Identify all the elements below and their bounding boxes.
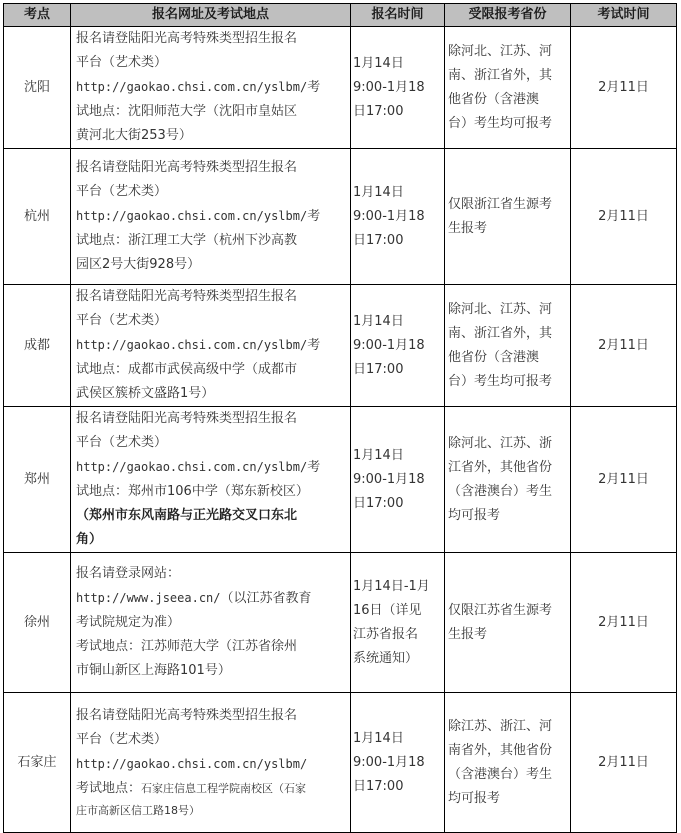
exam-date: 2月11日 bbox=[571, 149, 677, 285]
site-name: 杭州 bbox=[4, 149, 71, 285]
registration-url[interactable]: http://gaokao.chsi.com.cn/yslbm/ bbox=[76, 460, 308, 474]
registration-time: 1月14日-1月 16日（详见 江苏省报名 系统通知） bbox=[351, 553, 445, 693]
site-name: 沈阳 bbox=[4, 27, 71, 149]
site-name: 徐州 bbox=[4, 553, 71, 693]
table-row bbox=[4, 27, 677, 149]
registration-info: 报名请登陆阳光高考特殊类型招生报名 平台（艺术类） http://gaokao.chsi.com.cn/yslbm/考 试地点：成都市武侯高级中学（成都市 武侯区簇桥文盛路1号） bbox=[71, 285, 351, 407]
registration-url[interactable]: http://gaokao.chsi.com.cn/yslbm/ bbox=[76, 338, 308, 352]
header-exam-time: 考试时间 bbox=[571, 4, 677, 27]
restricted-provinces: 仅限江苏省生源考 生报考 bbox=[445, 553, 571, 693]
registration-url[interactable]: http://www.jseea.cn/ bbox=[76, 591, 221, 605]
registration-time: 1月14日 9:00-1月18 日17:00 bbox=[351, 407, 445, 553]
registration-info: 报名请登陆阳光高考特殊类型招生报名 平台（艺术类） http://gaokao.chsi.com.cn/yslbm/考 试地点：郑州市106中学（郑东新校区） （郑州市东风南路与正光路交叉口东北 角） bbox=[71, 407, 351, 553]
exam-date: 2月11日 bbox=[571, 693, 677, 833]
registration-url[interactable]: http://gaokao.chsi.com.cn/yslbm/ bbox=[76, 80, 308, 94]
registration-time: 1月14日 9:00-1月18 日17:00 bbox=[351, 285, 445, 407]
header-registration-info: 报名网址及考试地点 bbox=[71, 4, 351, 27]
registration-time: 1月14日 9:00-1月18 日17:00 bbox=[351, 27, 445, 149]
exam-date: 2月11日 bbox=[571, 27, 677, 149]
site-name: 成都 bbox=[4, 285, 71, 407]
restricted-provinces: 除江苏、浙江、河 南省外，其他省份 （含港澳台）考生 均可报考 bbox=[445, 693, 571, 833]
table-row bbox=[4, 149, 677, 285]
registration-time: 1月14日 9:00-1月18 日17:00 bbox=[351, 693, 445, 833]
registration-url[interactable]: http://gaokao.chsi.com.cn/yslbm/ bbox=[76, 209, 308, 223]
registration-info: 报名请登陆阳光高考特殊类型招生报名 平台（艺术类） http://gaokao.chsi.com.cn/yslbm/考 试地点：浙江理工大学（杭州下沙高教 园区2号大街928号） bbox=[71, 149, 351, 285]
registration-url[interactable]: http://gaokao.chsi.com.cn/yslbm/ bbox=[76, 757, 308, 771]
table-row bbox=[4, 407, 677, 553]
site-name: 郑州 bbox=[4, 407, 71, 553]
header-restricted-provinces: 受限报考省份 bbox=[445, 4, 571, 27]
exam-date: 2月11日 bbox=[571, 285, 677, 407]
restricted-provinces: 仅限浙江省生源考 生报考 bbox=[445, 149, 571, 285]
registration-info: 报名请登录网站： http://www.jseea.cn/（以江苏省教育 考试院规定为准） 考试地点：江苏师范大学（江苏省徐州 市铜山新区上海路101号） bbox=[71, 553, 351, 693]
exam-sites-table bbox=[3, 3, 677, 833]
restricted-provinces: 除河北、江苏、河 南、浙江省外，其 他省份（含港澳 台）考生均可报考 bbox=[445, 27, 571, 149]
restricted-provinces: 除河北、江苏、河 南、浙江省外，其 他省份（含港澳 台）考生均可报考 bbox=[445, 285, 571, 407]
restricted-provinces: 除河北、江苏、浙 江省外，其他省份 （含港澳台）考生 均可报考 bbox=[445, 407, 571, 553]
header-site: 考点 bbox=[4, 4, 71, 27]
table-row bbox=[4, 553, 677, 693]
registration-time: 1月14日 9:00-1月18 日17:00 bbox=[351, 149, 445, 285]
table-row bbox=[4, 693, 677, 833]
exam-date: 2月11日 bbox=[571, 407, 677, 553]
table-row bbox=[4, 285, 677, 407]
registration-info: 报名请登陆阳光高考特殊类型招生报名 平台（艺术类） http://gaokao.chsi.com.cn/yslbm/ 考试地点：石家庄信息工程学院南校区（石家 庄市高新区信工路18号） bbox=[71, 693, 351, 833]
site-name: 石家庄 bbox=[4, 693, 71, 833]
registration-info: 报名请登陆阳光高考特殊类型招生报名 平台（艺术类） http://gaokao.chsi.com.cn/yslbm/考 试地点：沈阳师范大学（沈阳市皇姑区 黄河北大街253号） bbox=[71, 27, 351, 149]
table-header-row bbox=[4, 4, 677, 27]
exam-date: 2月11日 bbox=[571, 553, 677, 693]
header-registration-time: 报名时间 bbox=[351, 4, 445, 27]
